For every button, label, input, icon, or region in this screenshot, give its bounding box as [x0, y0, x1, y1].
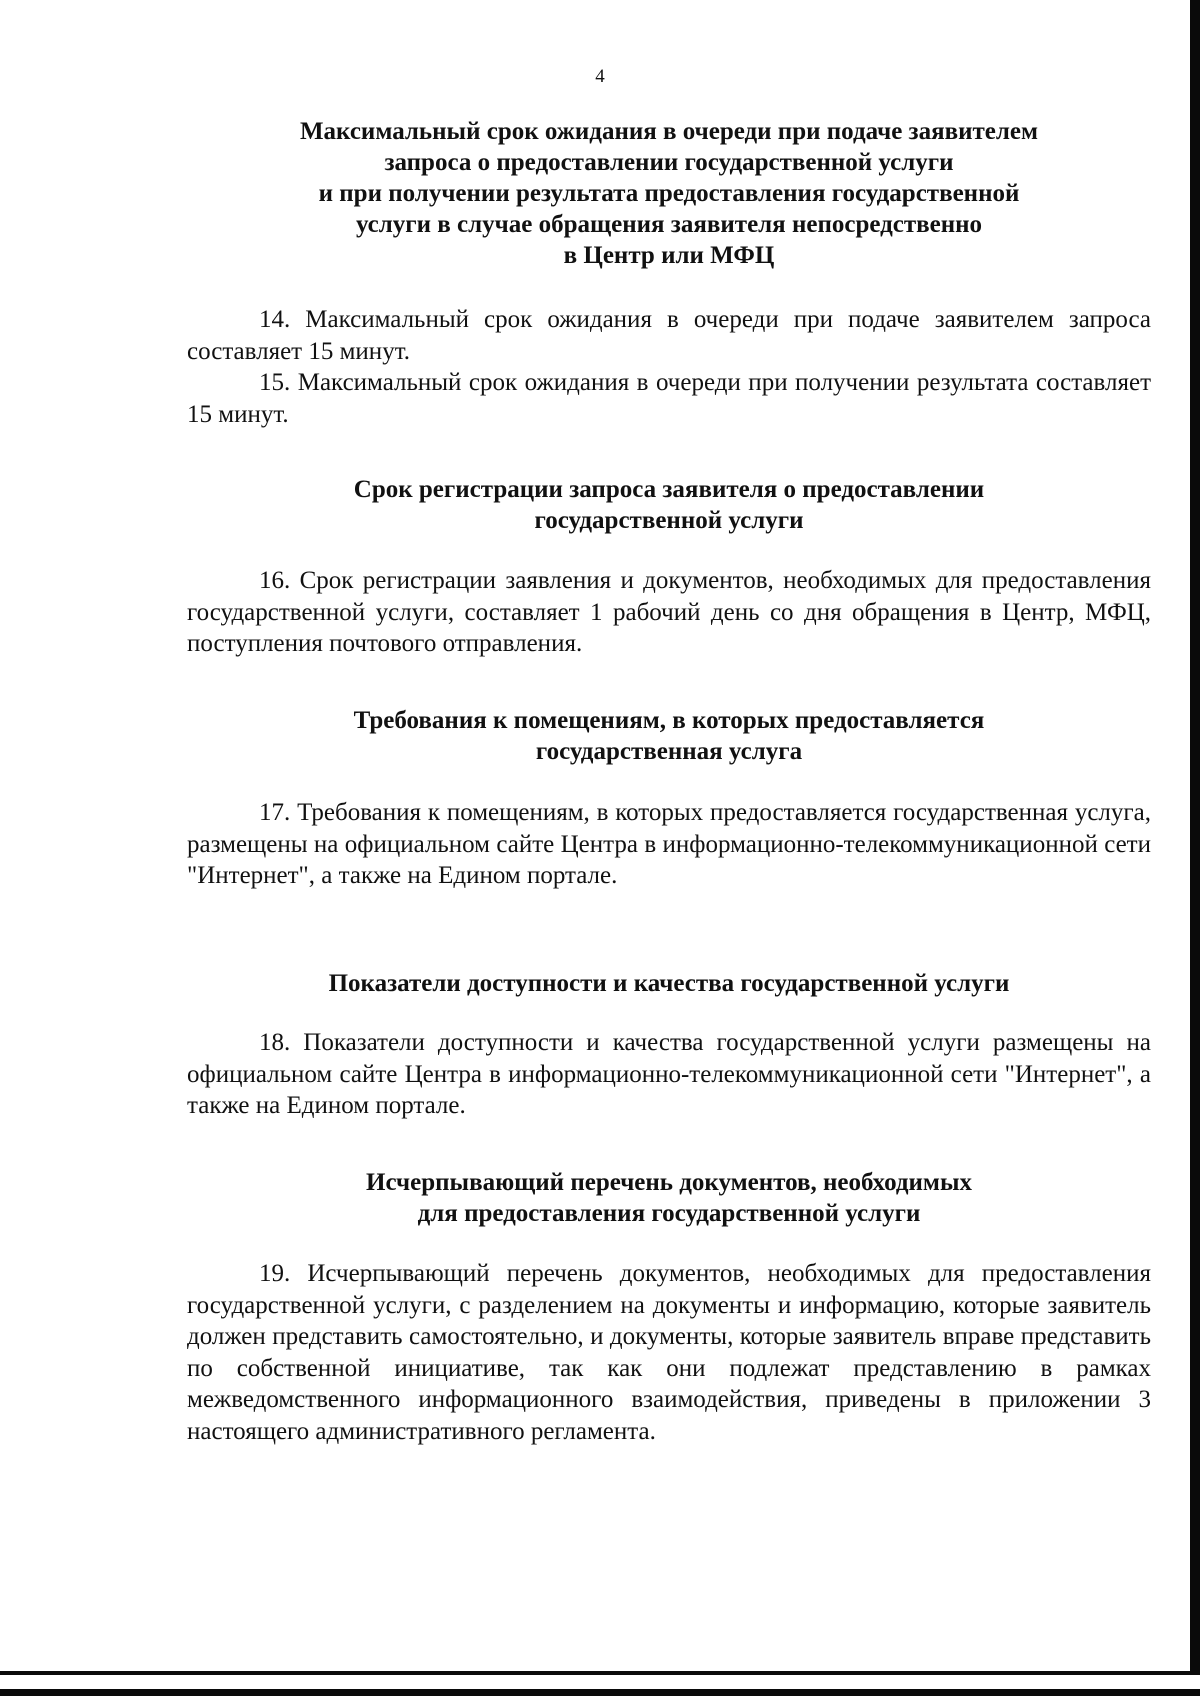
heading-line: услуги в случае обращения заявителя непосредственно [355, 211, 983, 238]
heading-line: в Центр или МФЦ [563, 242, 775, 269]
heading-line: Исчерпывающий перечень документов, необходимых [366, 1169, 972, 1196]
heading-line: государственная услуга [535, 738, 803, 765]
heading-line: Требования к помещениям, в которых предоставляется [353, 707, 985, 734]
section-body-registration [187, 565, 1151, 660]
heading-line: для предоставления государственной услуги [417, 1200, 921, 1227]
section-heading-indicators [187, 968, 1151, 999]
paragraph-19: 19. Исчерпывающий перечень документов, необходимых для предоставления государственной услуги, с разделением на документы и информацию, которые заявитель должен представить самостоятельно, и документы, которые заявитель вправе представить по собственной инициативе, так как они подлежат представлению в рамках межведомственного информационного взаимодействия, приведены в приложении 3 настоящего административного регламента. [187, 1260, 1151, 1445]
paragraph-14: 14. Максимальный срок ожидания в очереди при подаче заявителем запроса составляет 15 минут. [187, 306, 1151, 365]
scan-border-bottom [0, 1689, 1200, 1696]
section-heading-documents [187, 1167, 1151, 1229]
heading-line: государственной услуги [534, 507, 804, 534]
section-heading-registration [187, 474, 1151, 536]
section-body-premises [187, 797, 1151, 892]
section-body-documents [187, 1258, 1151, 1447]
section-body-indicators [187, 1027, 1151, 1122]
heading-line: Показатели доступности и качества государственной услуги [328, 970, 1010, 997]
paragraph-16: 16. Срок регистрации заявления и документов, необходимых для предоставления государственной услуги, составляет 1 рабочий день со дня обращения в Центр, МФЦ, поступления почтового отправления. [187, 567, 1151, 657]
scan-border-right [1190, 0, 1200, 1696]
paragraph-15: 15. Максимальный срок ожидания в очереди при получении результата составляет 15 минут. [187, 369, 1151, 428]
section-heading-queue-time [187, 116, 1151, 271]
scan-border-gap [0, 1675, 1200, 1689]
paragraph-17: 17. Требования к помещениям, в которых предоставляется государственная услуга, размещены на официальном сайте Центра в информационно-телекоммуникационной сети "Интернет", а также на Едином портале. [187, 799, 1151, 889]
heading-line: Максимальный срок ожидания в очереди при подаче заявителем [299, 118, 1039, 145]
heading-line: и при получении результата предоставления государственной [318, 180, 1020, 207]
section-heading-premises [187, 705, 1151, 767]
heading-line: запроса о предоставлении государственной услуги [384, 149, 954, 176]
paragraph-18: 18. Показатели доступности и качества государственной услуги размещены на официальном сайте Центра в информационно-телекоммуникационной сети "Интернет", а также на Едином портале. [187, 1029, 1151, 1119]
section-body-queue-time [187, 304, 1151, 367]
section-body-queue-time-2 [187, 367, 1151, 430]
page-number: 4 [595, 66, 605, 87]
heading-line: Срок регистрации запроса заявителя о предоставлении [353, 476, 985, 503]
